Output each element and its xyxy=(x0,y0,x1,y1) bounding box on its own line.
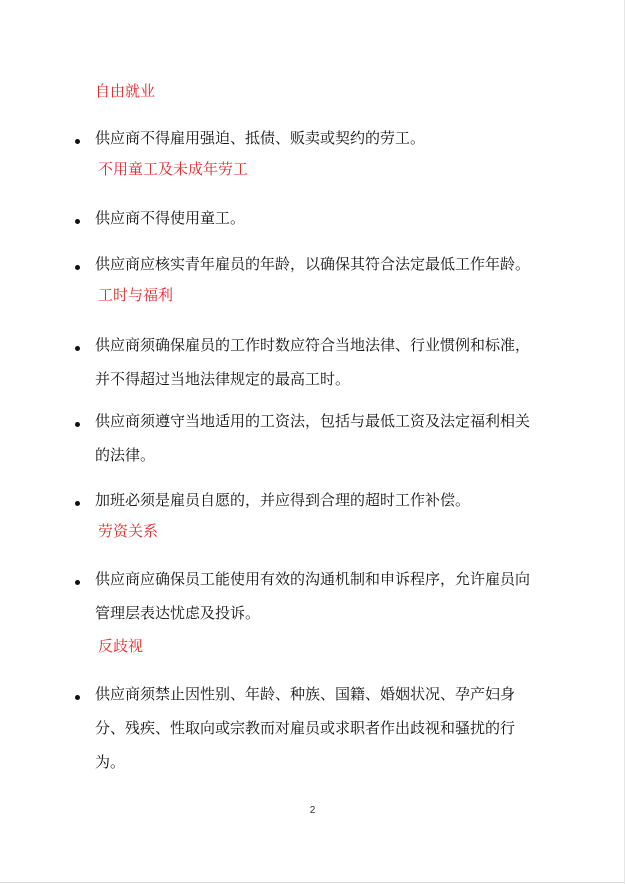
page-bottom-border xyxy=(0,882,625,883)
list-item-text: 供应商须确保雇员的工作时数应符合当地法律、行业惯例和标准， xyxy=(95,336,531,354)
page-number: 2 xyxy=(309,805,316,816)
list-item-text: 管理层表达忧虑及投诉。 xyxy=(95,604,261,622)
bullet-icon xyxy=(75,265,80,270)
bullet-icon xyxy=(75,695,80,700)
list-item-text: 的法律。 xyxy=(95,446,156,464)
list-item-text: 供应商不得使用童工。 xyxy=(95,209,246,227)
list-item-text: 供应商须遵守当地适用的工资法，包括与最低工资及法定福利相关 xyxy=(95,412,531,430)
bullet-icon xyxy=(75,219,80,224)
section-heading-labor-relations: 劳资关系 xyxy=(98,522,159,540)
bullet-icon xyxy=(75,580,80,585)
section-heading-free-employment: 自由就业 xyxy=(95,82,156,100)
list-item-text: 为。 xyxy=(95,753,126,771)
bullet-icon xyxy=(75,139,80,144)
section-heading-working-hours: 工时与福利 xyxy=(98,286,174,304)
list-item-text: 加班必须是雇员自愿的，并应得到合理的超时工作补偿。 xyxy=(95,491,471,509)
list-item-text: 并不得超过当地法律规定的最高工时。 xyxy=(95,370,351,388)
list-item-text: 供应商应核实青年雇员的年龄，以确保其符合法定最低工作年龄。 xyxy=(95,255,531,273)
list-item-text: 供应商应确保员工能使用有效的沟通机制和申诉程序，允许雇员向 xyxy=(95,570,531,588)
list-item-text: 供应商须禁止因性别、年龄、种族、国籍、婚姻状况、孕产妇身 xyxy=(95,685,516,703)
section-heading-no-child-labor: 不用童工及未成年劳工 xyxy=(98,160,249,178)
bullet-icon xyxy=(75,501,80,506)
bullet-icon xyxy=(75,346,80,351)
section-heading-anti-discrimination: 反歧视 xyxy=(98,637,144,655)
bullet-icon xyxy=(75,422,80,427)
list-item-text: 供应商不得雇用强迫、抵债、贩卖或契约的劳工。 xyxy=(95,129,426,147)
list-item-text: 分、残疾、性取向或宗教而对雇员或求职者作出歧视和骚扰的行 xyxy=(95,719,516,737)
